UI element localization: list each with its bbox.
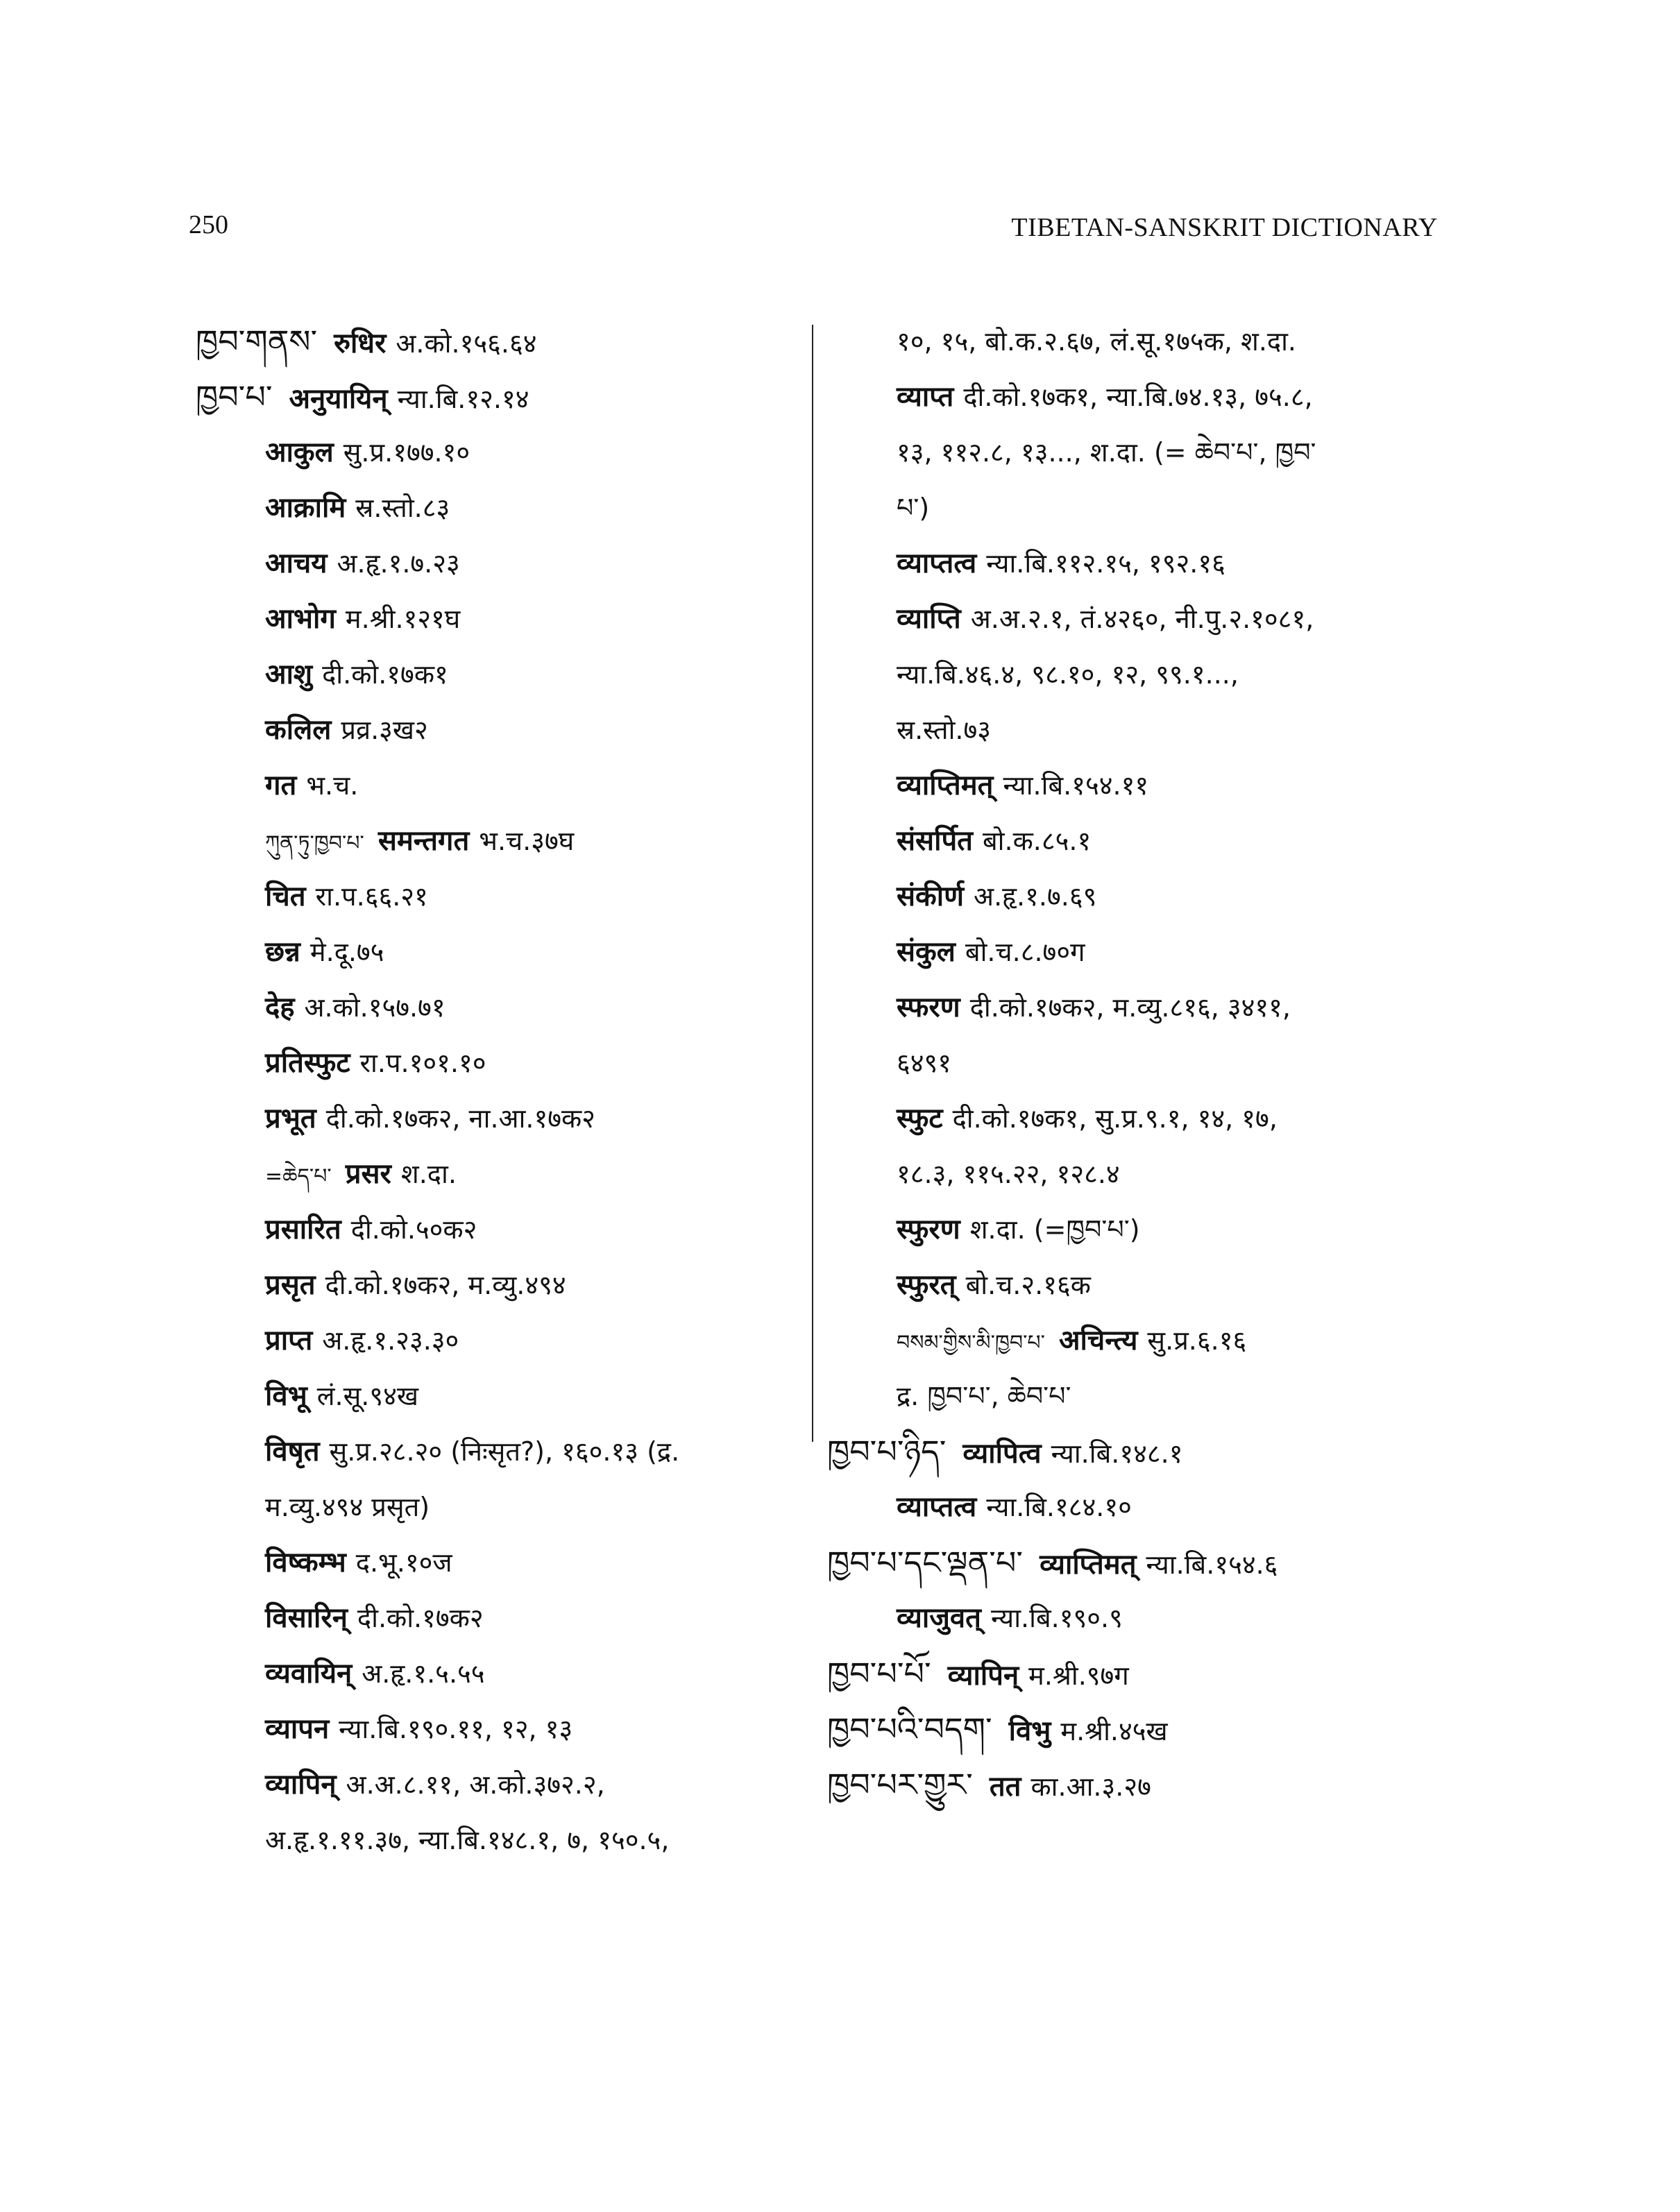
sanskrit-equivalent: आक्रामि xyxy=(265,492,346,524)
source-reference: लं.सू.९४ख xyxy=(316,1381,418,1411)
dictionary-sub-entry xyxy=(196,1368,806,1424)
dictionary-sub-entry xyxy=(827,1091,1438,1146)
tibetan-term: =ཆེད་པ་ xyxy=(265,1164,332,1189)
source-reference: न्या.बि.१९०.११, १२, १३ xyxy=(339,1714,573,1744)
source-reference: बो.च.२.१६क xyxy=(965,1270,1091,1300)
dictionary-sub-entry xyxy=(196,758,806,813)
source-reference: का.आ.३.२७ xyxy=(1030,1771,1151,1802)
sanskrit-equivalent: स्फरण xyxy=(897,992,960,1023)
source-reference: म.श्री.१२१घ xyxy=(345,604,461,634)
dictionary-sub-entry xyxy=(196,980,806,1035)
source-reference: दी.को.१७क१, न्या.बि.७४.१३, ७५.८, xyxy=(963,382,1313,412)
sanskrit-equivalent: प्रसर xyxy=(345,1158,391,1190)
source-reference: प्रव्र.३ख२ xyxy=(341,715,428,745)
sanskrit-equivalent: संकीर्ण xyxy=(897,880,965,912)
sanskrit-equivalent: व्याप्तत्व xyxy=(897,1491,977,1523)
sanskrit-equivalent: रुधिर xyxy=(334,327,387,359)
source-reference: ६४९१ xyxy=(897,1048,952,1078)
source-reference: म.व्यु.४९४ प्रसृत) xyxy=(265,1492,430,1522)
source-reference: अ.हृ.१.५.५५ xyxy=(362,1658,485,1689)
dictionary-sub-entry xyxy=(196,1479,806,1535)
sanskrit-equivalent: व्यवायिन् xyxy=(265,1658,353,1690)
source-reference: अ.को.१५७.७१ xyxy=(304,992,446,1023)
dictionary-sub-entry xyxy=(196,1202,806,1257)
dictionary-sub-entry xyxy=(827,924,1438,980)
sanskrit-equivalent: आकुल xyxy=(265,436,334,468)
sanskrit-equivalent: व्याप्ति xyxy=(897,603,961,635)
source-reference: པ་) xyxy=(897,493,930,523)
dictionary-headword-entry xyxy=(827,1757,1438,1812)
dictionary-sub-entry xyxy=(827,1368,1438,1424)
source-reference: १८.३, ११५.२२, १२८.४ xyxy=(897,1159,1120,1189)
source-reference: अ.हृ.१.११.३७, न्या.बि.१४८.१, ७, १५०.५, xyxy=(265,1825,670,1855)
dictionary-sub-entry xyxy=(827,369,1438,425)
sanskrit-equivalent: कलिल xyxy=(265,714,332,746)
sanskrit-equivalent: विसारिन् xyxy=(265,1602,348,1634)
dictionary-sub-entry xyxy=(196,1091,806,1146)
dictionary-sub-entry xyxy=(827,702,1438,758)
source-reference: न्या.बि.१८४.१० xyxy=(986,1492,1132,1522)
source-reference: श.दा. xyxy=(400,1159,457,1189)
source-reference: रा.प.६६.२१ xyxy=(315,881,428,912)
tibetan-term: ཁྱབ་པ་པོ་ xyxy=(827,1655,931,1692)
source-reference: १०, १५, बो.क.२.६७, लं.सू.१७५क, श.दा. xyxy=(897,326,1297,357)
dictionary-sub-entry xyxy=(196,1646,806,1701)
dictionary-sub-entry xyxy=(827,1590,1438,1646)
dictionary-sub-entry xyxy=(196,924,806,980)
tibetan-term: ཁྱབ་པ་ཉིད་ xyxy=(827,1433,947,1470)
dictionary-sub-entry xyxy=(196,1535,806,1590)
tibetan-term: བསམ་གྱིས་མི་ཁྱབ་པ་ xyxy=(897,1331,1045,1355)
source-reference: द.भू.१०ज xyxy=(355,1547,452,1578)
dictionary-sub-entry xyxy=(196,1590,806,1646)
source-reference: मे.दू.७५ xyxy=(309,937,384,967)
source-reference: बो.च.८.७०ग xyxy=(965,937,1085,967)
source-reference: न्या.बि.४६.४, ९८.१०, १२, ९९.१..., xyxy=(897,659,1239,690)
source-reference: न्या.बि.१९०.९ xyxy=(990,1603,1123,1633)
tibetan-term: ཁྱབ་གནས་ xyxy=(196,323,318,360)
dictionary-sub-entry xyxy=(827,536,1438,591)
source-reference: अ.हृ.१.२३.३० xyxy=(322,1325,459,1356)
source-reference: दी.को.१७क२, म.व्यु.८१६, ३४११, xyxy=(969,992,1291,1023)
dictionary-sub-entry xyxy=(827,980,1438,1035)
dictionary-sub-entry xyxy=(196,480,806,536)
dictionary-sub-entry xyxy=(827,591,1438,647)
tibetan-term: ཁྱབ་པ་དང་ལྡན་པ་ xyxy=(827,1544,1024,1581)
source-reference: न्या.बि.१२.१४ xyxy=(397,384,529,414)
sanskrit-equivalent: व्याप्तिमत् xyxy=(897,769,994,801)
tibetan-term: ཁྱབ་པར་གྱུར་ xyxy=(827,1766,973,1803)
running-head: TIBETAN-SANSKRIT DICTIONARY xyxy=(1011,213,1438,242)
dictionary-sub-entry xyxy=(827,1479,1438,1535)
tibetan-term: ཀུན་ཏུ་ཁྱབ་པ་ xyxy=(265,831,364,856)
sanskrit-equivalent: प्रसारित xyxy=(265,1214,341,1245)
sanskrit-equivalent: विष्कम्भ xyxy=(265,1547,346,1579)
source-reference: द्र. ཁྱབ་པ་, ཆེབ་པ་ xyxy=(897,1381,1071,1411)
source-reference: श.दा. (=ཁྱབ་པ་) xyxy=(969,1214,1140,1245)
dictionary-sub-entry xyxy=(196,1035,806,1091)
sanskrit-equivalent: व्याप्तिमत् xyxy=(1040,1549,1137,1581)
dictionary-sub-entry xyxy=(196,1257,806,1313)
sanskrit-equivalent: प्राप्त xyxy=(265,1325,313,1356)
sanskrit-equivalent: आभोग xyxy=(265,603,336,635)
dictionary-sub-entry xyxy=(196,591,806,647)
dictionary-sub-entry xyxy=(196,869,806,924)
tibetan-term: ཁྱབ་པའི་བདག་ xyxy=(827,1710,992,1748)
source-reference: अ.को.१५६.६४ xyxy=(396,328,537,359)
source-reference: न्या.बि.१५४.११ xyxy=(1003,770,1149,801)
sanskrit-equivalent: गत xyxy=(265,769,297,801)
dictionary-headword-entry xyxy=(196,369,806,425)
dictionary-sub-entry xyxy=(827,425,1438,480)
source-reference: बो.क.८५.१ xyxy=(982,826,1092,856)
sanskrit-equivalent: व्याप्तत्व xyxy=(897,547,977,579)
sanskrit-equivalent: व्यापिन् xyxy=(265,1769,337,1801)
sanskrit-equivalent: प्रभूत xyxy=(265,1103,316,1134)
sanskrit-equivalent: अनुयायिन् xyxy=(289,383,388,415)
sanskrit-equivalent: प्रतिस्फुट xyxy=(265,1047,350,1079)
source-reference: भ.च.३७घ xyxy=(479,826,575,856)
source-reference: अ.अ.२.१, तं.४२६०, नी.पु.२.१०८१, xyxy=(970,604,1314,634)
dictionary-sub-entry xyxy=(827,1313,1438,1368)
sanskrit-equivalent: संकुल xyxy=(897,936,956,968)
sanskrit-equivalent: छन्न xyxy=(265,936,300,968)
sanskrit-equivalent: स्फुट xyxy=(897,1103,943,1134)
dictionary-headword-entry xyxy=(827,1701,1438,1757)
source-reference: स्र.स्तो.७३ xyxy=(897,715,992,745)
sanskrit-equivalent: तत xyxy=(989,1771,1021,1803)
source-reference: सु.प्र.२८.२० (निःसृत?), १६०.१३ (द्र. xyxy=(329,1436,680,1467)
source-reference: भ.च. xyxy=(306,770,359,801)
dictionary-sub-entry xyxy=(827,314,1438,369)
dictionary-sub-entry xyxy=(827,1202,1438,1257)
source-reference: दी.को.१७क२, म.व्यु.४९४ xyxy=(325,1270,566,1300)
sanskrit-equivalent: स्फुरण xyxy=(897,1214,960,1245)
left-column xyxy=(196,314,806,1868)
dictionary-sub-entry xyxy=(827,869,1438,924)
dictionary-sub-entry xyxy=(196,1812,806,1868)
sanskrit-equivalent: विषृत xyxy=(265,1436,320,1467)
dictionary-sub-entry xyxy=(196,536,806,591)
dictionary-headword-entry xyxy=(827,1424,1438,1479)
source-reference: दी.को.५०क२ xyxy=(350,1214,477,1245)
source-reference: म.श्री.९७ग xyxy=(1028,1660,1129,1691)
source-reference: अ.अ.८.११, अ.को.३७२.२, xyxy=(346,1769,605,1800)
dictionary-sub-entry xyxy=(196,702,806,758)
dictionary-sub-entry xyxy=(196,1424,806,1479)
dictionary-sub-entry xyxy=(196,813,806,869)
sanskrit-equivalent: व्याजुवत् xyxy=(897,1602,981,1634)
sanskrit-equivalent: देह xyxy=(265,992,295,1023)
source-reference: अ.हृ.१.७.२३ xyxy=(337,548,460,579)
dictionary-sub-entry xyxy=(827,1035,1438,1091)
dictionary-sub-entry xyxy=(196,1313,806,1368)
dictionary-sub-entry xyxy=(827,813,1438,869)
dictionary-sub-entry xyxy=(196,1701,806,1757)
dictionary-sub-entry xyxy=(196,425,806,480)
dictionary-sub-entry xyxy=(827,647,1438,702)
source-reference: म.श्री.४५ख xyxy=(1060,1716,1168,1746)
sanskrit-equivalent: स्फुरत् xyxy=(897,1269,956,1301)
source-reference: दी.को.१७क२ xyxy=(357,1603,484,1633)
source-reference: १३, ११२.८, १३..., श.दा. (= ཆེབ་པ་, ཁྱབ་ xyxy=(897,437,1316,468)
sanskrit-equivalent: चित xyxy=(265,880,306,912)
source-reference: सु.प्र.६.१६ xyxy=(1147,1325,1247,1356)
dictionary-headword-entry xyxy=(827,1646,1438,1701)
page-number: 250 xyxy=(189,210,228,239)
tibetan-term: ཁྱབ་པ་ xyxy=(196,378,273,416)
sanskrit-equivalent: विभु xyxy=(1008,1715,1051,1747)
dictionary-sub-entry xyxy=(827,1146,1438,1202)
sanskrit-equivalent: समन्तगत xyxy=(377,825,470,857)
source-reference: न्या.बि.१५४.६ xyxy=(1146,1549,1278,1580)
source-reference: दी.को.१७क१, सु.प्र.९.१, १४, १७, xyxy=(952,1103,1278,1134)
sanskrit-equivalent: व्याप्त xyxy=(897,381,954,413)
right-column xyxy=(827,314,1438,1812)
dictionary-headword-entry xyxy=(827,1535,1438,1590)
sanskrit-equivalent: व्यापित्व xyxy=(962,1438,1042,1470)
source-reference: रा.प.१०१.१० xyxy=(359,1048,486,1078)
sanskrit-equivalent: व्यापिन् xyxy=(947,1660,1019,1692)
dictionary-headword-entry xyxy=(196,314,806,369)
sanskrit-equivalent: अचिन्त्य xyxy=(1058,1325,1138,1356)
source-reference: न्या.बि.१४८.१ xyxy=(1051,1438,1183,1469)
dictionary-sub-entry xyxy=(827,480,1438,536)
dictionary-sub-entry xyxy=(827,758,1438,813)
column-divider xyxy=(812,325,813,1442)
source-reference: न्या.बि.११२.१५, १९२.१६ xyxy=(986,548,1225,579)
sanskrit-equivalent: प्रसृत xyxy=(265,1269,316,1301)
sanskrit-equivalent: संसर्पित xyxy=(897,825,973,857)
sanskrit-equivalent: आशु xyxy=(265,658,313,690)
dictionary-sub-entry xyxy=(196,647,806,702)
dictionary-sub-entry xyxy=(827,1257,1438,1313)
source-reference: दी.को.१७क२, ना.आ.१७क२ xyxy=(325,1103,595,1134)
source-reference: सु.प्र.१७७.१० xyxy=(343,437,470,468)
source-reference: स्र.स्तो.८३ xyxy=(355,493,450,523)
sanskrit-equivalent: व्यापन xyxy=(265,1713,330,1745)
dictionary-sub-entry xyxy=(196,1146,806,1202)
sanskrit-equivalent: विभू xyxy=(265,1380,307,1412)
source-reference: दी.को.१७क१ xyxy=(322,659,448,690)
dictionary-sub-entry xyxy=(196,1757,806,1812)
sanskrit-equivalent: आचय xyxy=(265,547,328,579)
source-reference: अ.हृ.१.७.६९ xyxy=(974,881,1097,912)
